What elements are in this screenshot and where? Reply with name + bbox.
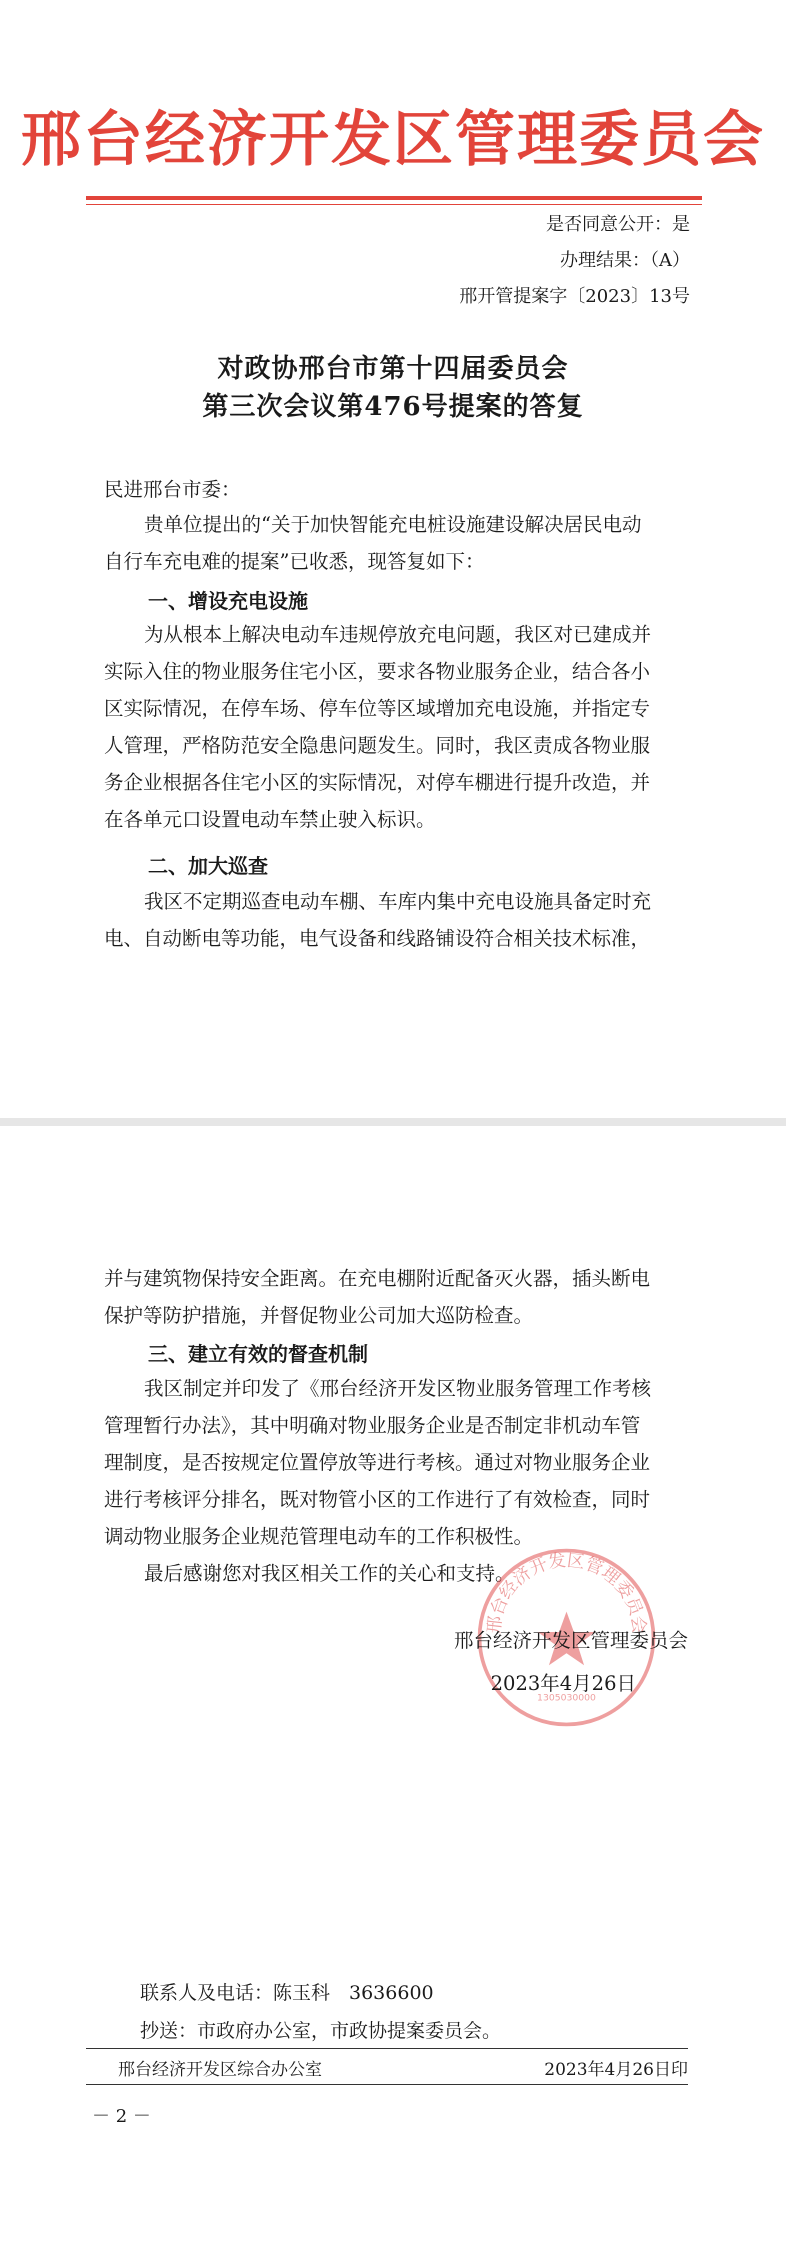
section1-paragraph — [104, 616, 688, 838]
salutation: 民进邢台市委： — [104, 478, 241, 501]
footer-rule-bottom — [86, 2084, 688, 2085]
intro-paragraph — [104, 506, 688, 580]
contact-info: 联系人及电话：陈玉科 3636600 — [140, 1982, 434, 2004]
page-separator — [0, 1118, 786, 1126]
section2-paragraph-part2 — [104, 1260, 688, 1334]
section3-line: 进行考核评分排名，既对物管小区的工作进行了有效检查，同时 — [104, 1488, 651, 1511]
signature-date: 2023年4月26日 — [490, 1672, 636, 1695]
section2-line: 电、自动断电等功能，电气设备和线路铺设符合相关技术标准， — [104, 927, 651, 950]
section1-line: 区实际情况，在停车场、停车位等区域增加充电设施，并指定专 — [104, 697, 651, 720]
document-number: 邢开管提案字〔2023〕13号 — [459, 286, 690, 307]
section2-heading: 二、加大巡查 — [148, 854, 268, 878]
section2-line: 并与建筑物保持安全距离。在充电棚附近配备灭火器，插头断电 — [104, 1267, 651, 1290]
disclosure-status: 是否同意公开：是 — [546, 214, 690, 235]
section3-line: 我区制定并印发了《邢台经济开发区物业服务管理工作考核 — [144, 1377, 652, 1400]
signature-org: 邢台经济开发区管理委员会 — [453, 1629, 688, 1652]
cc-list: 抄送：市政府办公室，市政协提案委员会。 — [140, 2020, 502, 2042]
intro-line: 自行车充电难的提案”已收悉，现答复如下： — [104, 550, 485, 573]
handling-result: 办理结果：（A） — [560, 250, 690, 271]
closing-line: 最后感谢您对我区相关工作的关心和支持。 — [144, 1562, 515, 1585]
seal-code: 1305030000 — [537, 1692, 596, 1704]
footer-rule-top — [86, 2048, 688, 2049]
section1-line: 在各单元口设置电动车禁止驶入标识。 — [104, 808, 436, 831]
section3-line: 理制度，是否按规定位置停放等进行考核。通过对物业服务企业 — [104, 1451, 651, 1474]
section3-heading: 三、建立有效的督查机制 — [148, 1342, 368, 1366]
section3-line: 管理暂行办法》，其中明确对物业服务企业是否制定非机动车管 — [104, 1414, 641, 1437]
intro-line: 贵单位提出的“关于加快智能充电桩设施建设解决居民电动 — [144, 513, 642, 536]
section1-heading: 一、增设充电设施 — [148, 589, 308, 613]
seal-text: 邢台经济开发区管理委员会 — [484, 1550, 649, 1635]
section1-line: 务企业根据各住宅小区的实际情况，对停车棚进行提升改造，并 — [104, 771, 651, 794]
issuing-office: 邢台经济开发区综合办公室 — [118, 2060, 322, 2080]
section1-line: 人管理，严格防范安全隐患问题发生。同时，我区责成各物业服 — [104, 734, 651, 757]
section2-line: 我区不定期巡查电动车棚、车库内集中充电设施具备定时充 — [144, 890, 652, 913]
section3-line: 调动物业服务企业规范管理电动车的工作积极性。 — [104, 1525, 534, 1548]
document-title-line1: 对政协邢台市第十四届委员会 — [217, 354, 569, 384]
letterhead-rule-thin — [86, 204, 702, 205]
section2-paragraph-part1 — [104, 883, 688, 957]
letterhead-rule-thick — [86, 196, 702, 200]
section1-line: 为从根本上解决电动车违规停放充电问题，我区对已建成并 — [144, 623, 652, 646]
section1-line: 实际入住的物业服务住宅小区，要求各物业服务企业，结合各小 — [104, 660, 651, 683]
page-number: － 2 － — [92, 2106, 151, 2127]
print-date: 2023年4月26日印 — [544, 2060, 688, 2080]
document-title-line2: 第三次会议第476号提案的答复 — [202, 392, 584, 422]
letterhead-title: 邢台经济开发区管理委员会 — [21, 105, 765, 175]
section2-line: 保护等防护措施，并督促物业公司加大巡防检查。 — [104, 1304, 534, 1327]
